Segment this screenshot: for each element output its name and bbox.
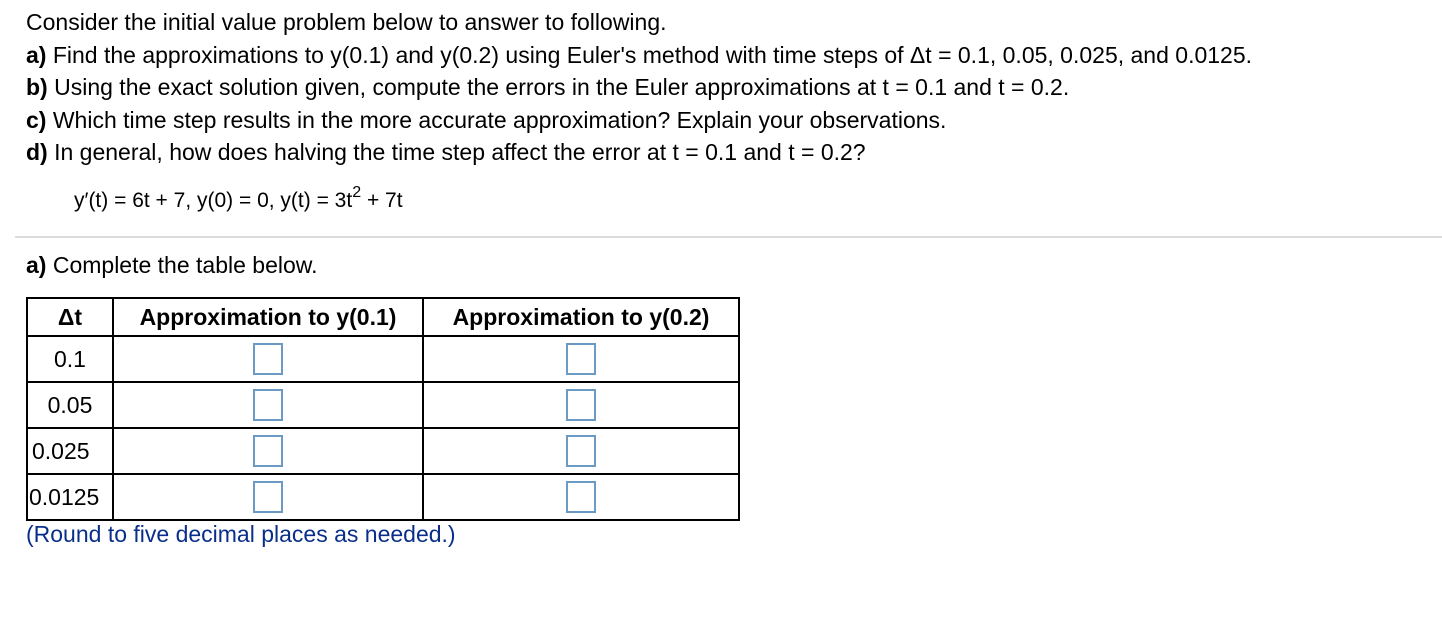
header-approx-y01: Approximation to y(0.1) <box>113 298 423 336</box>
part-c-line <box>26 104 1426 137</box>
part-a-line <box>26 39 1426 72</box>
answer-input-y02[interactable] <box>566 435 596 467</box>
y02-cell <box>423 382 739 428</box>
answer-input-y02[interactable] <box>566 389 596 421</box>
equation-tail: + 7t <box>361 189 403 212</box>
answer-input-y01[interactable] <box>253 481 283 513</box>
y01-cell <box>113 382 423 428</box>
equation-main: y′(t) = 6t + 7, y(0) = 0, y(t) = 3t <box>74 189 353 212</box>
part-a-instruction <box>26 252 318 279</box>
header-dt: Δt <box>27 298 113 336</box>
part-text: Using the exact solution given, compute the errors in the Euler approximations at t = 0.1 and t = 0.2. <box>47 74 1070 100</box>
dt-value: 0.0125 <box>27 474 113 520</box>
part-b-line <box>26 71 1426 104</box>
y01-cell <box>113 336 423 382</box>
dt-value: 0.025 <box>27 428 113 474</box>
part-a-text: Complete the table below. <box>46 252 318 278</box>
y01-cell <box>113 474 423 520</box>
section-divider <box>15 236 1442 238</box>
dt-value: 0.05 <box>27 382 113 428</box>
header-approx-y02: Approximation to y(0.2) <box>423 298 739 336</box>
part-d-line <box>26 136 1426 169</box>
table-row <box>27 474 739 520</box>
y02-cell <box>423 428 739 474</box>
y02-cell <box>423 474 739 520</box>
part-label: d) <box>26 139 48 165</box>
intro-line: Consider the initial value problem below to answer to following. <box>26 9 667 35</box>
part-label: b) <box>26 74 48 100</box>
answer-input-y02[interactable] <box>566 481 596 513</box>
table-row <box>27 382 739 428</box>
dt-value: 0.1 <box>27 336 113 382</box>
y02-cell <box>423 336 739 382</box>
part-text: Which time step results in the more accurate approximation? Explain your observations. <box>46 106 947 133</box>
y01-cell <box>113 428 423 474</box>
answer-input-y01[interactable] <box>253 389 283 421</box>
answer-input-y01[interactable] <box>253 343 283 375</box>
approximation-table <box>26 297 740 521</box>
part-a-label: a) <box>26 252 47 278</box>
equation-exponent: 2 <box>352 184 362 201</box>
part-label: a) <box>26 41 47 68</box>
table-row <box>27 428 739 474</box>
part-text: In general, how does halving the time step affect the error at t = 0.1 and t = 0.2? <box>47 139 866 165</box>
table-header-row <box>27 298 739 336</box>
answer-input-y01[interactable] <box>253 435 283 467</box>
part-label: c) <box>26 106 47 133</box>
part-text: Find the approximations to y(0.1) and y(0.2) using Euler's method with time steps of Δt = 0.1, 0.05, 0.025, and 0.0125. <box>46 41 1253 68</box>
ivp-equation <box>74 186 403 213</box>
rounding-note: (Round to five decimal places as needed.) <box>26 521 456 547</box>
table-row <box>27 336 739 382</box>
problem-statement <box>26 6 1426 169</box>
answer-input-y02[interactable] <box>566 343 596 375</box>
